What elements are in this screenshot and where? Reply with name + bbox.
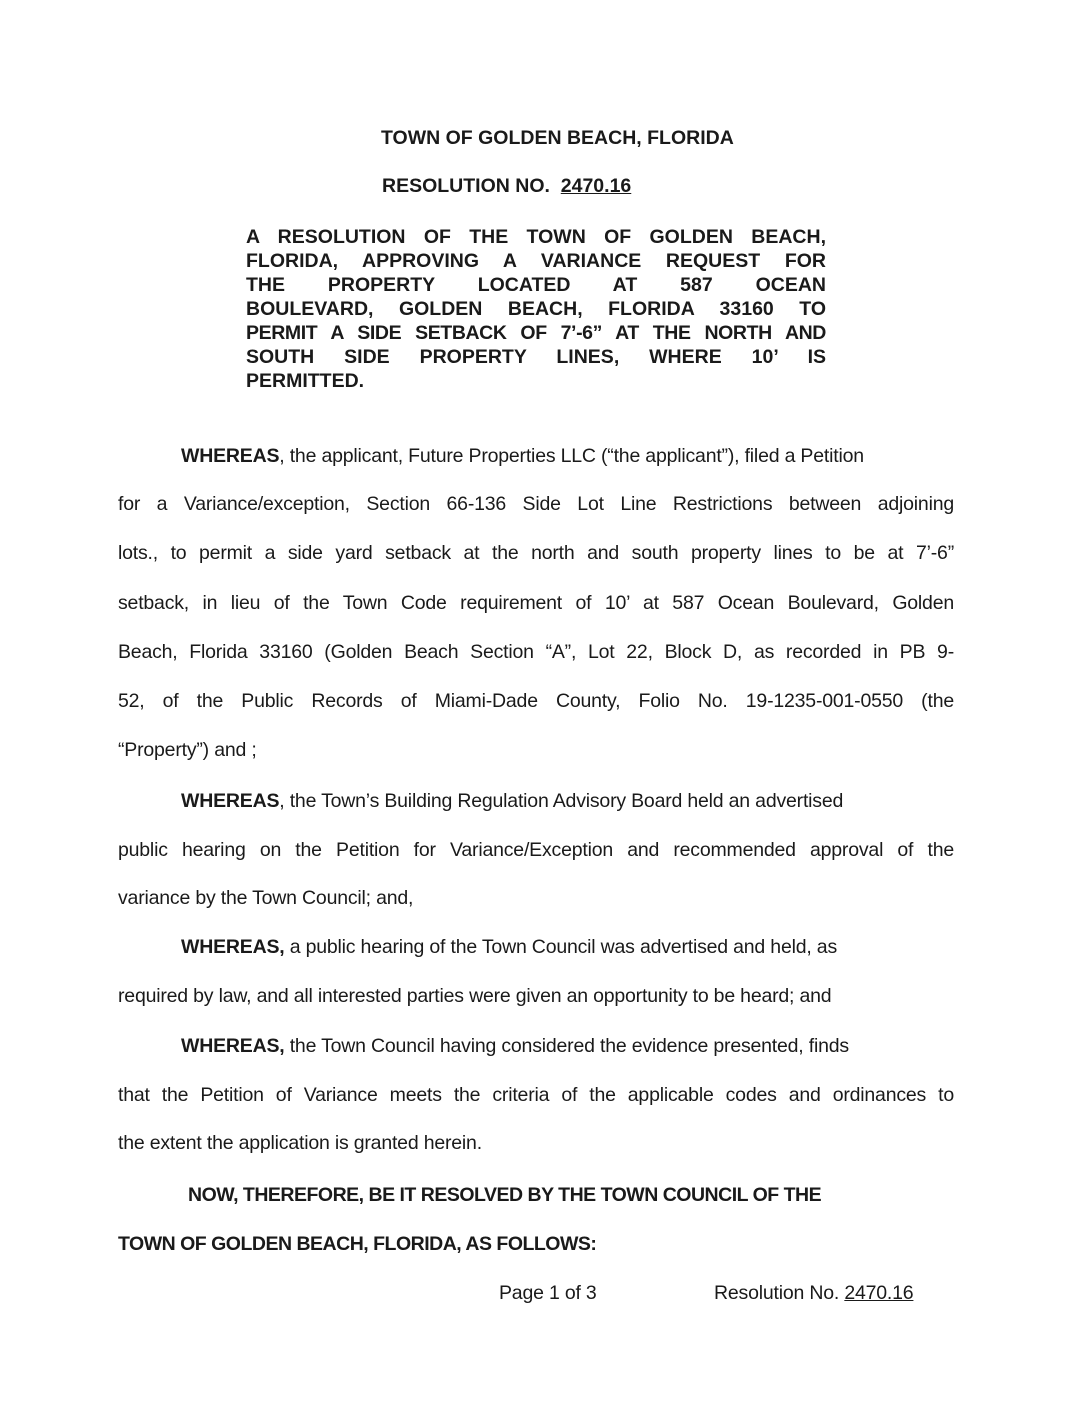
whereas-lead: WHEREAS, xyxy=(181,1035,285,1057)
paragraph-line: lots., to permit a side yard setback at the north and south property lines to be at 7’-6” xyxy=(118,542,954,564)
paragraph-line: setback, in lieu of the Town Code requirement of 10’ at 587 Ocean Boulevard, Golden xyxy=(118,592,954,614)
caption-line: SOUTH SIDE PROPERTY LINES, WHERE 10’ IS xyxy=(246,346,826,368)
paragraph-line: public hearing on the Petition for Variance/Exception and recommended approval of the xyxy=(118,839,954,861)
footer-resolution xyxy=(714,1281,913,1305)
paragraph-line: “Property”) and ; xyxy=(118,739,257,761)
footer-resolution-label: Resolution No. xyxy=(714,1282,840,1304)
page-number: Page 1 of 3 xyxy=(499,1282,597,1304)
caption-line: FLORIDA, APPROVING A VARIANCE REQUEST FOR xyxy=(246,250,826,272)
caption-line: PERMITTED. xyxy=(246,370,365,392)
whereas-lead: WHEREAS xyxy=(181,445,280,467)
paragraph-line xyxy=(181,1034,849,1058)
paragraph-line: the extent the application is granted herein. xyxy=(118,1132,482,1154)
paragraph-line xyxy=(181,935,837,959)
line-text: , the Town’s Building Regulation Advisory Board held an advertised xyxy=(279,790,844,812)
line-text: the Town Council having considered the evidence presented, finds xyxy=(284,1035,849,1057)
caption-line: PERMIT A SIDE SETBACK OF 7’-6” AT THE NORTH AND xyxy=(246,322,826,344)
resolution-number: 2470.16 xyxy=(560,175,632,197)
paragraph-line: for a Variance/exception, Section 66-136 Side Lot Line Restrictions between adjoining xyxy=(118,493,954,515)
caption-line: BOULEVARD, GOLDEN BEACH, FLORIDA 33160 TO xyxy=(246,298,826,320)
footer-resolution-number: 2470.16 xyxy=(844,1282,914,1304)
paragraph-line: required by law, and all interested parties were given an opportunity to be heard; and xyxy=(118,985,832,1007)
paragraph-line: that the Petition of Variance meets the criteria of the applicable codes and ordinances to xyxy=(118,1084,954,1106)
resolution-label: RESOLUTION NO. xyxy=(382,175,550,197)
paragraph-line: variance by the Town Council; and, xyxy=(118,887,414,909)
paragraph-line xyxy=(181,444,954,468)
line-text: a public hearing of the Town Council was advertised and held, as xyxy=(284,936,837,958)
paragraph-line: Beach, Florida 33160 (Golden Beach Section “A”, Lot 22, Block D, as recorded in PB 9- xyxy=(118,641,954,663)
whereas-lead: WHEREAS xyxy=(181,790,280,812)
whereas-lead: WHEREAS, xyxy=(181,936,285,958)
paragraph-line: 52, of the Public Records of Miami-Dade County, Folio No. 19-1235-001-0550 (the xyxy=(118,690,954,712)
resolved-line: NOW, THEREFORE, BE IT RESOLVED BY THE TOWN COUNCIL OF THE xyxy=(188,1184,822,1206)
town-heading: TOWN OF GOLDEN BEACH, FLORIDA xyxy=(381,127,734,149)
paragraph-line xyxy=(181,789,843,813)
caption-line: THE PROPERTY LOCATED AT 587 OCEAN xyxy=(246,274,826,296)
caption-line: A RESOLUTION OF THE TOWN OF GOLDEN BEACH, xyxy=(246,226,826,248)
line-text: , the applicant, Future Properties LLC (“the applicant”), filed a Petition xyxy=(279,445,864,467)
resolved-line: TOWN OF GOLDEN BEACH, FLORIDA, AS FOLLOWS: xyxy=(118,1233,597,1255)
resolution-heading xyxy=(382,174,631,198)
